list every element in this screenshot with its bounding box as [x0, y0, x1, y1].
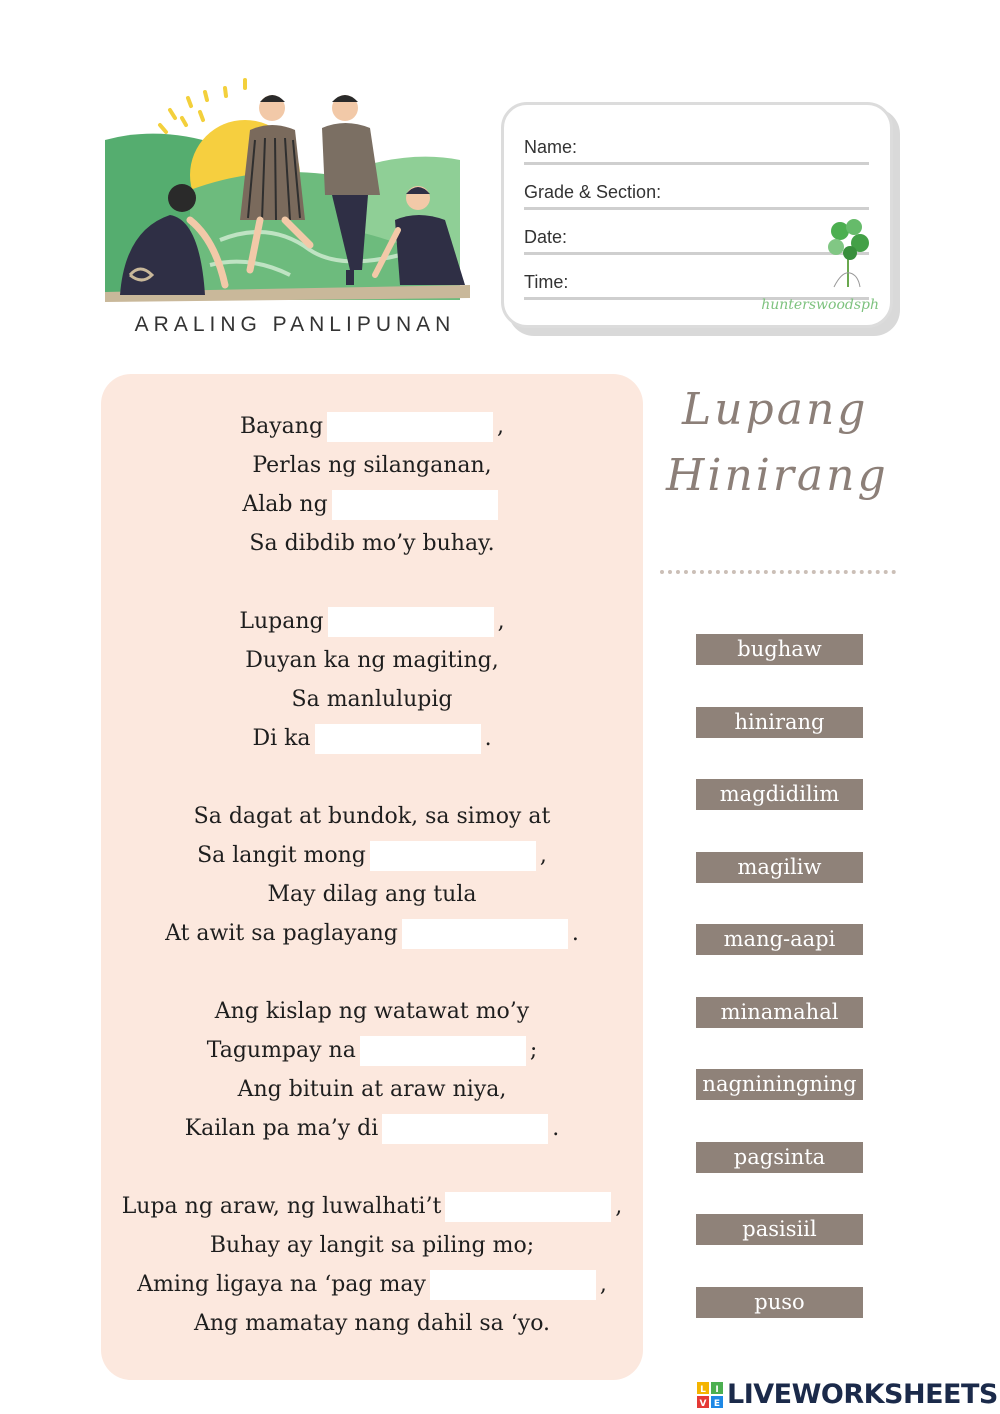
word-tile[interactable]: mang-aapi — [696, 924, 863, 955]
poem-line-text: Lupang — [239, 609, 324, 634]
logo-letter-l: L — [700, 1385, 706, 1395]
answer-blank[interactable] — [315, 724, 481, 754]
song-title-line1: Lupang — [682, 384, 869, 435]
poem-line — [101, 685, 643, 715]
grade-section-label: Grade & Section: — [524, 182, 662, 202]
dancers-illustration — [100, 70, 475, 305]
poem-line — [101, 1075, 643, 1105]
poem-line-text: Duyan ka ng magiting, — [245, 648, 499, 673]
poem-line — [101, 997, 643, 1027]
poem-line-text: Kailan pa ma’y di — [184, 1116, 379, 1141]
word-tile[interactable]: pagsinta — [696, 1142, 863, 1173]
poem-line — [101, 412, 643, 442]
answer-blank[interactable] — [445, 1192, 611, 1222]
poem-line — [101, 1231, 643, 1261]
song-title-line2: Hinirang — [666, 450, 889, 501]
poem-line-punctuation: , — [497, 609, 505, 634]
poem-line — [101, 607, 643, 637]
poem-line-text: Sa dibdib mo’y buhay. — [249, 531, 495, 556]
answer-blank[interactable] — [327, 412, 493, 442]
poem-line-text: May dilag ang tula — [267, 882, 477, 907]
time-field[interactable] — [524, 268, 869, 300]
poem-line-text: Ang bituin at araw niya, — [237, 1077, 507, 1102]
answer-blank[interactable] — [332, 490, 498, 520]
poem-line-text: Alab ng — [242, 492, 328, 517]
answer-blank[interactable] — [402, 919, 568, 949]
poem-line — [101, 802, 643, 832]
word-tile[interactable]: magiliw — [696, 852, 863, 883]
poem-line — [101, 1270, 643, 1300]
poem-line — [101, 1192, 643, 1222]
word-tile[interactable]: nagniningning — [696, 1069, 863, 1100]
answer-blank[interactable] — [328, 607, 494, 637]
word-tile[interactable]: bughaw — [696, 634, 863, 665]
word-tile[interactable]: magdidilim — [696, 779, 863, 810]
poem-line-text: Sa manlulupig — [291, 687, 453, 712]
poem-line — [101, 724, 643, 754]
poem-line-punctuation: ; — [529, 1038, 538, 1063]
poem-line-text: Perlas ng silanganan, — [252, 453, 492, 478]
word-tile[interactable]: pasisiil — [696, 1214, 863, 1245]
poem-line-text: Sa langit mong — [197, 843, 366, 868]
poem-line — [101, 451, 643, 481]
poem-line — [101, 880, 643, 910]
logo-letter-e: E — [713, 1399, 721, 1408]
poem-line-text: Bayang — [239, 414, 324, 439]
logo-letter-v: V — [699, 1399, 707, 1408]
poem-line-text: Sa dagat at bundok, sa simoy at — [193, 804, 551, 829]
poem-line-punctuation: , — [599, 1272, 607, 1297]
poem-line-text: Tagumpay na — [206, 1038, 356, 1063]
word-tile[interactable]: hinirang — [696, 707, 863, 738]
dotted-divider — [660, 570, 896, 574]
brand-footer — [697, 1378, 997, 1412]
info-card — [501, 102, 893, 328]
poem-line-text: Buhay ay langit sa piling mo; — [209, 1233, 535, 1258]
brand-name: LIVEWORKSHEETS — [727, 1379, 998, 1410]
answer-blank[interactable] — [382, 1114, 548, 1144]
poem-line-punctuation: , — [615, 1194, 623, 1219]
poem-line-punctuation: , — [539, 843, 547, 868]
date-field[interactable] — [524, 223, 869, 255]
poem-line — [101, 1114, 643, 1144]
word-tile[interactable]: puso — [696, 1287, 863, 1318]
liveworksheets-logo-icon — [697, 1382, 723, 1408]
time-label: Time: — [524, 272, 569, 292]
logo-letter-i: I — [715, 1385, 719, 1395]
poem-line — [101, 919, 643, 949]
poem-panel — [101, 374, 643, 1380]
poem-line-punctuation: . — [571, 921, 579, 946]
poem-line-text: Ang mamatay nang dahil sa ‘yo. — [193, 1311, 551, 1336]
poem-line-punctuation: , — [497, 414, 505, 439]
grade-section-field[interactable] — [524, 178, 869, 210]
poem-line-text: At awit sa paglayang — [165, 921, 398, 946]
poem-line-text: Lupa ng araw, ng luwalhati’t — [121, 1194, 442, 1219]
word-tile[interactable]: minamahal — [696, 997, 863, 1028]
song-title — [660, 380, 900, 520]
poem-line — [101, 646, 643, 676]
plant-icon — [824, 217, 872, 289]
poem-line-text: Di ka — [252, 726, 311, 751]
date-label: Date: — [524, 227, 568, 247]
answer-blank[interactable] — [430, 1270, 596, 1300]
answer-blank[interactable] — [360, 1036, 526, 1066]
poem-line — [101, 490, 643, 520]
poem-line — [101, 1036, 643, 1066]
poem-line-text: Ang kislap ng watawat mo’y — [214, 999, 530, 1024]
poem-line — [101, 1309, 643, 1339]
poem-line-punctuation: . — [484, 726, 492, 751]
poem-line — [101, 841, 643, 871]
name-label: Name: — [524, 137, 578, 157]
answer-blank[interactable] — [370, 841, 536, 871]
signature-text: hunterswoodsph — [761, 297, 879, 313]
name-field[interactable] — [524, 133, 869, 165]
poem-line-text: Aming ligaya na ‘pag may — [137, 1272, 426, 1297]
poem-line — [101, 529, 643, 559]
subject-title: ARALING PANLIPUNAN — [134, 313, 456, 336]
poem-line-punctuation: . — [552, 1116, 560, 1141]
